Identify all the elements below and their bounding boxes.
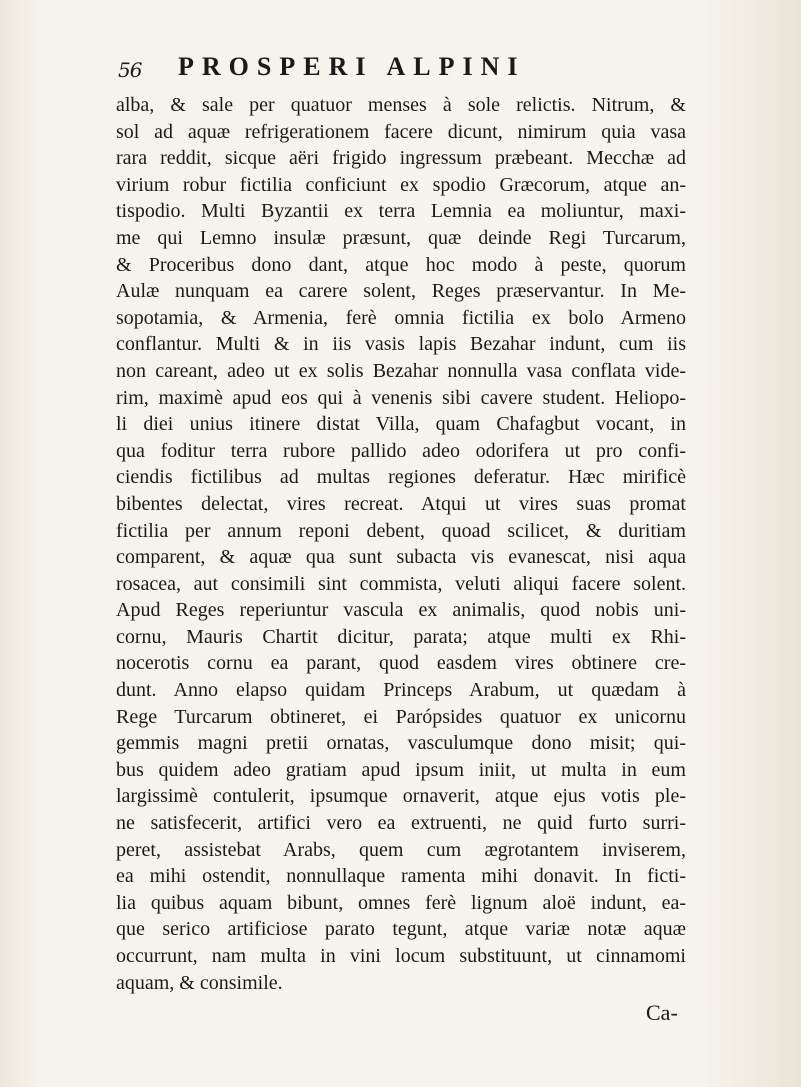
text-line: lia quibus aquam bibunt, omnes ferè lignum aloë indunt, ea- bbox=[116, 891, 686, 914]
text-line: gemmis magni pretii ornatas, vasculumque dono misit; qui- bbox=[116, 732, 686, 755]
text-line: comparent, & aquæ qua sunt subacta vis evanescat, nisi aqua bbox=[116, 546, 686, 569]
text-line: cornu, Mauris Chartit dicitur, parata; atque multi ex Rhi- bbox=[116, 625, 686, 648]
text-line: ne satisfecerit, artifici vero ea extruenti, ne quid furto surri- bbox=[116, 812, 686, 835]
text-line: ciendis fictilibus ad multas regiones deferatur. Hæc mirificè bbox=[116, 466, 686, 489]
text-line: ea mihi ostendit, nonnullaque ramenta mihi donavit. In ficti- bbox=[116, 865, 686, 888]
text-line: bus quidem adeo gratiam apud ipsum iniit, ut multa in eum bbox=[116, 758, 686, 781]
text-line: que serico artificiose parato tegunt, atque variæ notæ aquæ bbox=[116, 918, 686, 941]
text-line: occurrunt, nam multa in vini locum substituunt, ut cinnamomi bbox=[116, 945, 686, 967]
text-line: peret, assistebat Arabs, quem cum ægrotantem inviserem, bbox=[116, 838, 686, 861]
text-line: conflantur. Multi & in iis vasis lapis Bezahar indunt, cum iis bbox=[116, 333, 686, 356]
running-title: PROSPERI ALPINI bbox=[178, 52, 526, 81]
text-line: non careant, adeo ut ex solis Bezahar nonnulla vasa conflata vide- bbox=[116, 359, 686, 382]
text-line: aquam, & consimile. bbox=[116, 971, 283, 994]
text-line: li diei unius itinere distat Villa, quam Chafagbut vocant, in bbox=[116, 413, 686, 436]
text-line: largissimè contulerit, ipsumque ornaverit, atque ejus votis ple- bbox=[116, 785, 686, 808]
text-line: rosacea, aut consimili sint commista, veluti aliqui facere solent. bbox=[116, 572, 686, 595]
text-line: nocerotis cornu ea parant, quod easdem vires obtinere cre- bbox=[116, 652, 686, 675]
page-header bbox=[118, 52, 678, 84]
catchword: Ca- bbox=[646, 1000, 678, 1025]
text-line: qua foditur terra rubore pallido adeo odorifera ut pro confi- bbox=[116, 439, 686, 462]
text-line: virium robur fictilia conficiunt ex spodio Græcorum, atque an- bbox=[116, 173, 686, 196]
text-line: Rege Turcarum obtineret, ei Parópsides quatuor ex unicornu bbox=[116, 705, 686, 728]
text-line: dunt. Anno elapso quidam Princeps Arabum, ut quædam à bbox=[116, 679, 686, 702]
body-text bbox=[116, 92, 686, 996]
text-line: sopotamia, & Armenia, ferè omnia fictilia ex bolo Armeno bbox=[116, 306, 686, 329]
text-line: tispodio. Multi Byzantii ex terra Lemnia ea moliuntur, maxi- bbox=[116, 200, 686, 223]
page-number: 56 bbox=[118, 58, 142, 82]
text-line: fictilia per annum reponi debent, quoad scilicet, & duritiam bbox=[116, 519, 686, 542]
text-line: Apud Reges reperiuntur vascula ex animalis, quod nobis uni- bbox=[116, 599, 686, 622]
text-line: sol ad aquæ refrigerationem facere dicunt, nimirum quia vasa bbox=[116, 120, 686, 143]
text-line: rim, maximè apud eos qui à venenis sibi cavere student. Heliopo- bbox=[116, 386, 686, 409]
text-line: alba, & sale per quatuor menses à sole relictis. Nitrum, & bbox=[116, 94, 686, 116]
text-line: me qui Lemno insulæ præsunt, quæ deinde Regi Turcarum, bbox=[116, 226, 686, 249]
text-line: bibentes delectat, vires recreat. Atqui ut vires suas promat bbox=[116, 492, 686, 515]
text-line: Aulæ nunquam ea carere solent, Reges præservantur. In Me- bbox=[116, 280, 686, 303]
text-line: & Proceribus dono dant, atque hoc modo à peste, quorum bbox=[116, 253, 686, 276]
text-line: rara reddit, sicque aëri frigido ingressum præbeant. Mecchæ ad bbox=[116, 147, 686, 170]
